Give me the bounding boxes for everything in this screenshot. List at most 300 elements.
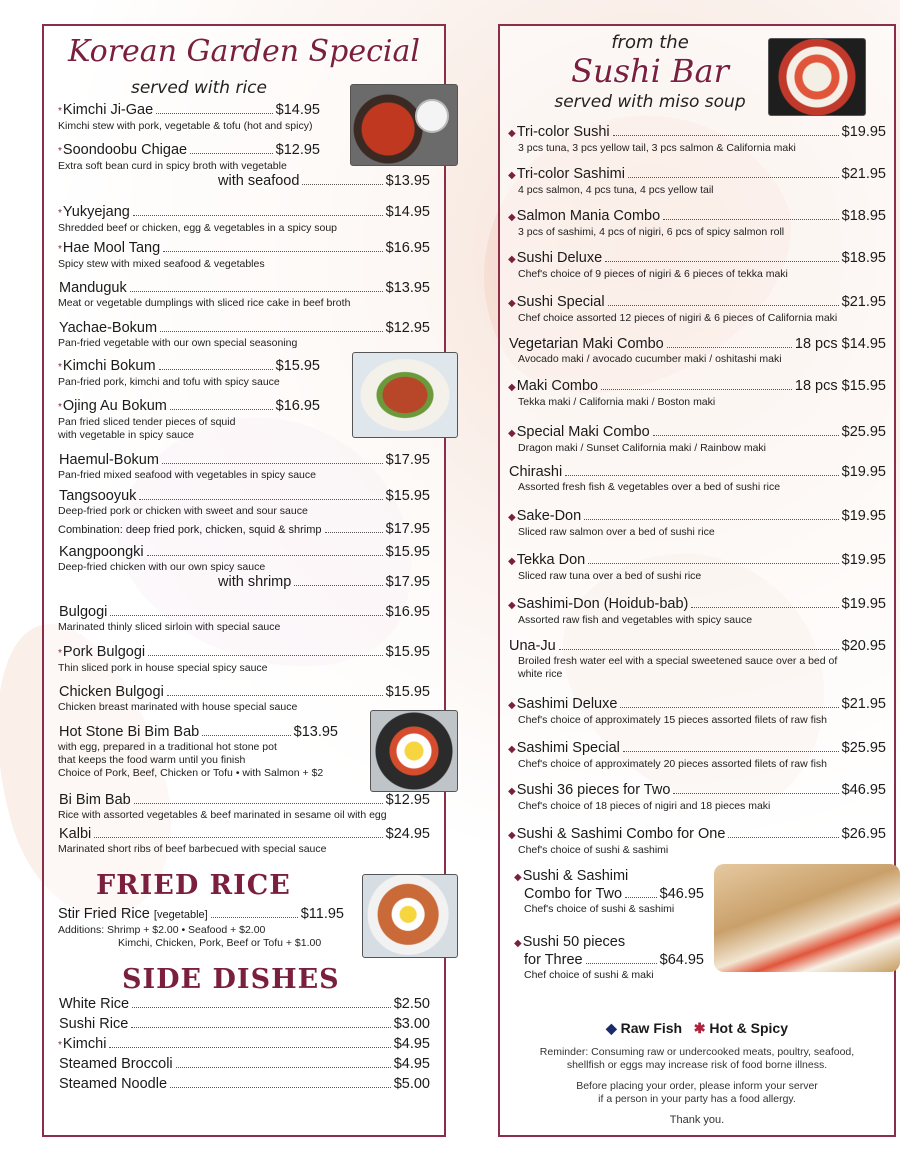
item-desc: Rice with assorted vegetables & beef marinated in sesame oil with egg [58,809,387,821]
leader-dots [673,793,838,794]
item-desc: Pan-fried mixed seafood with vegetables in spicy sauce [58,469,316,481]
hot-spicy-legend-marker: ✱ [693,1020,706,1036]
item-price: $25.95 [841,740,886,756]
item-price: $19.95 [841,552,886,568]
item-price: $13.95 [385,280,430,296]
item-marker: ◆ [508,830,516,841]
korean-garden-panel [42,24,446,1137]
item-sub-label: with seafood [218,173,300,189]
raw-fish-legend-marker: ◆ [605,1020,617,1036]
item-price: $3.00 [393,1016,430,1032]
side-dish-item [58,1036,430,1054]
item-desc: Chef's choice of 18 pieces of nigiri and 18 pieces maki [518,800,771,812]
item-price: $20.95 [841,638,886,654]
item-row [58,684,430,701]
combo-two-price: $46.95 [659,886,704,902]
item-name: Sashimi Special [516,740,620,756]
leader-dots [148,655,383,656]
item-price: 18 pcs $15.95 [794,378,886,394]
item-name: Maki Combo [516,378,599,394]
leader-dots [156,113,272,114]
item-marker: * [58,244,62,255]
menu-item [58,452,430,482]
item-desc: Thin sliced pork in house special spicy sauce [58,662,268,674]
item-name: Vegetarian Maki Combo [509,336,664,352]
item-desc: Sliced raw salmon over a bed of sushi rice [518,526,715,538]
leader-dots [202,735,290,736]
leader-dots [163,251,382,252]
leader-dots [584,519,838,520]
leader-dots [608,305,839,306]
leader-dots [133,215,383,216]
item-name: White Rice [59,996,130,1012]
item-row [508,596,886,614]
fried-rice-note: [vegetable] [153,909,208,921]
item-price: $19.95 [841,124,886,140]
item-desc: Assorted raw fish and vegetables with spicy sauce [518,614,753,626]
menu-item [58,204,430,235]
item-row [58,724,338,741]
item-price: $25.95 [841,424,886,440]
item-desc: Spicy stew with mixed seafood & vegetables [58,258,265,270]
item-desc: Avocado maki / avocado cucumber maki / oshitashi maki [518,353,782,365]
leader-dots [176,1067,391,1068]
item-name: Sushi Special [516,294,605,310]
kimchi-stew-photo [350,84,458,166]
item-price: $14.95 [385,204,430,220]
menu-item [508,696,886,727]
item-price: $16.95 [385,604,430,620]
item-desc: 3 pcs tuna, 3 pcs yellow tail, 3 pcs salmon & California maki [518,142,796,154]
item-marker: * [58,402,62,413]
item-row [508,464,886,481]
item-row [58,1076,430,1093]
item-name: Manduguk [59,280,127,296]
item-marker: ◆ [508,382,516,393]
menu-item [508,124,886,155]
item-row [508,208,886,226]
item-price: $26.95 [841,826,886,842]
leader-dots [167,695,383,696]
item-name: Kalbi [59,826,92,842]
combo-two-line2: Combo for Two [524,886,623,902]
item-name: Sushi Rice [59,1016,129,1032]
item-sub-row [58,173,430,190]
item-marker: ◆ [508,254,516,265]
right-title-top: from the [611,32,689,53]
menu-item [508,208,886,239]
item-row [508,166,886,184]
menu-item [58,240,430,271]
item-marker: ◆ [508,556,516,567]
item-marker: ◆ [508,212,516,223]
menu-item [508,166,886,197]
item-desc: Meat or vegetable dumplings with sliced rice cake in beef broth [58,297,351,309]
item-price: $17.95 [385,452,430,468]
fried-rice-name: Stir Fried Rice [58,906,150,922]
leader-dots [94,837,382,838]
item-row [58,488,430,505]
item-name: Bulgogi [59,604,108,620]
item-price: 18 pcs $14.95 [794,336,886,352]
item-price: $14.95 [275,102,320,118]
item-price: $2.50 [393,996,430,1012]
item-price: $15.95 [385,644,430,660]
item-price: $16.95 [275,398,320,414]
item-row [58,280,430,297]
menu-item [58,544,430,591]
item-combo-label: Combination: deep fried pork, chicken, squid & shrimp [58,524,322,536]
item-name: Sushi Deluxe [516,250,603,266]
item-name: Steamed Noodle [59,1076,168,1092]
item-desc: Chef's choice of approximately 20 pieces assorted filets of raw fish [518,758,827,770]
item-name: Sashimi Deluxe [516,696,618,712]
item-row [508,424,886,442]
reminder-note [500,1046,894,1072]
item-price: $4.95 [393,1056,430,1072]
item-desc: with egg, prepared in a traditional hot stone pot [58,741,277,753]
item-desc: with vegetable in spicy sauce [58,429,194,441]
combo-two-item [514,868,704,916]
item-price: $21.95 [841,166,886,182]
item-marker: * [58,362,62,373]
item-row [508,552,886,570]
leader-dots [190,153,273,154]
item-desc: Chicken breast marinated with house special sauce [58,701,298,713]
sushi-boat-photo [714,864,900,972]
item-name: Hot Stone Bi Bim Bab [59,724,200,740]
item-desc: Extra soft bean curd in spicy broth with vegetable [58,160,287,172]
leader-dots [170,409,273,410]
item-price: $4.95 [393,1036,430,1052]
item-desc: white rice [518,668,563,680]
leader-dots [605,261,839,262]
item-row [58,1016,430,1033]
item-desc: Shredded beef or chicken, egg & vegetables in a spicy soup [58,222,338,234]
item-row [58,1036,430,1054]
menu-item [508,596,886,627]
item-combo-row [58,521,430,539]
leader-dots [628,177,839,178]
item-name: Yachae-Bokum [59,320,158,336]
item-row [58,398,320,416]
allergy-note [500,1080,894,1106]
item-desc: Deep-fried pork or chicken with sweet and sour sauce [58,505,308,517]
item-desc: Dragon maki / Sunset California maki / Rainbow maki [518,442,767,454]
item-row [508,740,886,758]
item-row [58,644,430,662]
item-row [58,142,320,160]
item-desc: Chef's choice of 9 pieces of nigiri & 6 pieces of tekka maki [518,268,788,280]
fried-rice-photo [362,874,458,958]
menu-item [508,782,886,813]
item-desc: that keeps the food warm until you finish [58,754,246,766]
item-marker: ◆ [508,700,516,711]
menu-item [58,280,430,310]
item-row [58,544,430,561]
item-name: Soondoobu Chigae [62,142,188,158]
item-name: Pork Bulgogi [62,644,146,660]
item-desc: Sliced raw tuna over a bed of sushi rice [518,570,702,582]
menu-item [508,250,886,281]
item-row [508,508,886,526]
raw-fish-marker: ◆ [514,938,522,949]
leader-dots [159,369,273,370]
item-marker: ◆ [508,512,516,523]
combo-two-line1: Sushi & Sashimi [522,868,629,884]
item-desc: Chef choice assorted 12 pieces of nigiri & 6 pieces of California maki [518,312,838,324]
leader-dots [586,963,657,964]
legend [500,1020,894,1037]
item-desc: Marinated thinly sliced sirloin with special sauce [58,621,281,633]
bibimbap-photo [370,710,458,792]
item-name: Tri-color Sushi [516,124,610,140]
item-price: $21.95 [841,294,886,310]
item-price: $46.95 [841,782,886,798]
menu-item [508,378,886,409]
item-sub-row [58,574,430,591]
item-desc: Marinated short ribs of beef barbecued with special sauce [58,843,327,855]
item-name: Sushi & Sashimi Combo for One [516,826,726,842]
item-desc: Chef's choice of approximately 15 pieces assorted filets of raw fish [518,714,827,726]
leader-dots [131,1027,390,1028]
item-name: Tekka Don [516,552,586,568]
item-desc: 4 pcs salmon, 4 pcs tuna, 4 pcs yellow tail [518,184,714,196]
menu-item [508,336,886,366]
menu-item [58,488,430,539]
item-price: $21.95 [841,696,886,712]
item-row [58,320,430,337]
item-name: Haemul-Bokum [59,452,159,468]
raw-fish-marker: ◆ [514,872,522,883]
item-price: $15.95 [385,684,430,700]
item-price: $12.95 [385,320,430,336]
item-desc: Chef's choice of sushi & sashimi [518,844,669,856]
leader-dots [653,435,839,436]
item-row [58,996,430,1013]
sushi-bar-panel [498,24,896,1137]
menu-item [58,792,430,822]
item-row [58,604,430,621]
item-row [58,204,430,222]
leader-dots [620,707,838,708]
leader-dots [667,347,792,348]
allergy-line-1: Before placing your order, please inform your server [576,1080,818,1092]
fried-rice-heading: FRIED RICE [96,870,291,901]
item-marker: ◆ [508,128,516,139]
item-row [58,358,320,376]
menu-item [58,320,430,350]
leader-dots [211,917,298,918]
item-row [58,792,430,809]
item-marker: * [58,1040,62,1051]
item-desc: Kimchi stew with pork, vegetable & tofu (hot and spicy) [58,120,313,132]
item-name: Chicken Bulgogi [59,684,164,700]
menu-item [508,294,886,325]
item-name: Tri-color Sashimi [516,166,625,182]
sushi-50-desc: Chef choice of sushi & maki [524,969,654,981]
item-desc: Broiled fresh water eel with a special sweetened sauce over a bed of [518,655,838,667]
item-name: Special Maki Combo [516,424,650,440]
item-name: Yukyejang [62,204,130,220]
item-row [58,452,430,469]
leader-dots [110,615,382,616]
item-price: $15.95 [275,358,320,374]
leader-dots [728,837,838,838]
item-price: $18.95 [841,250,886,266]
item-desc: Assorted fresh fish & vegetables over a bed of sushi rice [518,481,781,493]
menu-item [508,508,886,539]
item-price: $15.95 [385,544,430,560]
item-name: Kangpoongki [59,544,144,560]
item-name: Sashimi-Don (Hoidub-bab) [516,596,689,612]
item-price: $12.95 [385,792,430,808]
leader-dots [134,803,383,804]
item-marker: ◆ [508,786,516,797]
item-desc: Deep-fried chicken with our own spicy sauce [58,561,266,573]
sushi-50-item [514,934,704,982]
item-row [508,124,886,142]
item-name: Kimchi Ji-Gae [62,102,154,118]
side-dish-item [58,1016,430,1033]
item-price: $5.00 [393,1076,430,1092]
hot-spicy-legend-label: Hot & Spicy [709,1020,788,1036]
side-dish-item [58,996,430,1013]
menu-item [508,638,886,681]
item-row [508,696,886,714]
leader-dots [139,499,382,500]
reminder-line-2: shellfish or eggs may increase risk of food borne illness. [566,1059,828,1071]
item-desc: Pan-fried pork, kimchi and tofu with spicy sauce [58,376,280,388]
item-name: Salmon Mania Combo [516,208,661,224]
item-marker: * [58,106,62,117]
combo-two-desc: Chef's choice of sushi & sashimi [524,903,675,915]
sushi-50-line1: Sushi 50 pieces [522,934,626,950]
leader-dots [663,219,838,220]
item-name: Ojing Au Bokum [62,398,167,414]
item-row [508,782,886,800]
item-row [508,638,886,655]
leader-dots [160,331,383,332]
item-row [58,240,430,258]
item-name: Tangsooyuk [59,488,137,504]
fried-rice-additions: Additions: Shrimp + $2.00 • Seafood + $2.00 [58,924,266,936]
item-desc: 3 pcs of sashimi, 4 pcs of nigiri, 6 pcs of spicy salmon roll [518,226,785,238]
side-dish-item [58,1076,430,1093]
item-marker: ◆ [508,298,516,309]
leader-dots [302,184,382,185]
item-marker: ◆ [508,600,516,611]
leader-dots [625,897,657,898]
leader-dots [132,1007,391,1008]
item-sub-price: $17.95 [385,574,430,590]
side-dishes-heading: SIDE DISHES [122,964,340,995]
leader-dots [170,1087,391,1088]
item-price: $24.95 [385,826,430,842]
thank-you: Thank you. [669,1114,725,1126]
sushi-50-price: $64.95 [659,952,704,968]
item-desc: Choice of Pork, Beef, Chicken or Tofu • with Salmon + $2 [58,767,324,779]
leader-dots [623,751,839,752]
leader-dots [162,463,383,464]
item-desc: Pan-fried vegetable with our own special seasoning [58,337,298,349]
menu-item [58,644,430,675]
item-price: $19.95 [841,508,886,524]
menu-item [508,740,886,771]
item-sub-price: $13.95 [385,173,430,189]
item-row [508,826,886,844]
leader-dots [109,1047,390,1048]
menu-item [508,826,886,857]
item-row [508,250,886,268]
menu-item [58,826,430,856]
item-name: Kimchi [62,1036,107,1052]
item-name: Kimchi Bokum [62,358,156,374]
item-price: $13.95 [293,724,338,740]
item-marker: * [58,146,62,157]
fried-rice-additions-2: Kimchi, Chicken, Pork, Beef or Tofu + $1.00 [118,937,322,949]
item-row [58,1056,430,1073]
item-marker: ◆ [508,428,516,439]
leader-dots [565,475,838,476]
leader-dots [613,135,839,136]
reminder-line-1: Reminder: Consuming raw or undercooked meats, poultry, seafood, [539,1046,855,1058]
item-price: $19.95 [841,464,886,480]
item-price: $16.95 [385,240,430,256]
item-marker: ◆ [508,170,516,181]
right-title: Sushi Bar [571,52,729,90]
item-name: Bi Bim Bab [59,792,131,808]
menu-item [508,424,886,455]
menu-item [58,604,430,634]
item-price: $12.95 [275,142,320,158]
leader-dots [559,649,839,650]
leader-dots [130,291,383,292]
item-sub-label: with shrimp [218,574,292,590]
leader-dots [294,585,382,586]
item-price: $18.95 [841,208,886,224]
leader-dots [691,607,838,608]
fried-rice-price: $11.95 [300,906,344,922]
leader-dots [601,389,792,390]
item-desc: Tekka maki / California maki / Boston maki [518,396,716,408]
raw-fish-legend-label: Raw Fish [620,1020,683,1036]
item-row [508,294,886,312]
right-subtitle: served with miso soup [554,92,746,112]
menu-item [508,552,886,583]
kimchi-bokum-photo [352,352,458,438]
item-name: Steamed Broccoli [59,1056,173,1072]
side-dish-item [58,1056,430,1073]
leader-dots [588,563,838,564]
item-row [58,102,320,120]
leader-dots [147,555,383,556]
item-row [508,378,886,396]
item-marker: * [58,648,62,659]
item-name: Una-Ju [509,638,556,654]
allergy-line-2: if a person in your party has a food allergy. [598,1093,796,1105]
left-subtitle: served with rice [130,78,267,98]
left-title: Korean Garden Special [68,34,420,69]
item-name: Hae Mool Tang [62,240,161,256]
item-marker: * [58,208,62,219]
item-name: Sake-Don [516,508,582,524]
item-marker: ◆ [508,744,516,755]
item-desc: Pan fried sliced tender pieces of squid [58,416,236,428]
item-name: Sushi 36 pieces for Two [516,782,671,798]
item-price: $15.95 [385,488,430,504]
fried-rice-item [58,906,344,950]
